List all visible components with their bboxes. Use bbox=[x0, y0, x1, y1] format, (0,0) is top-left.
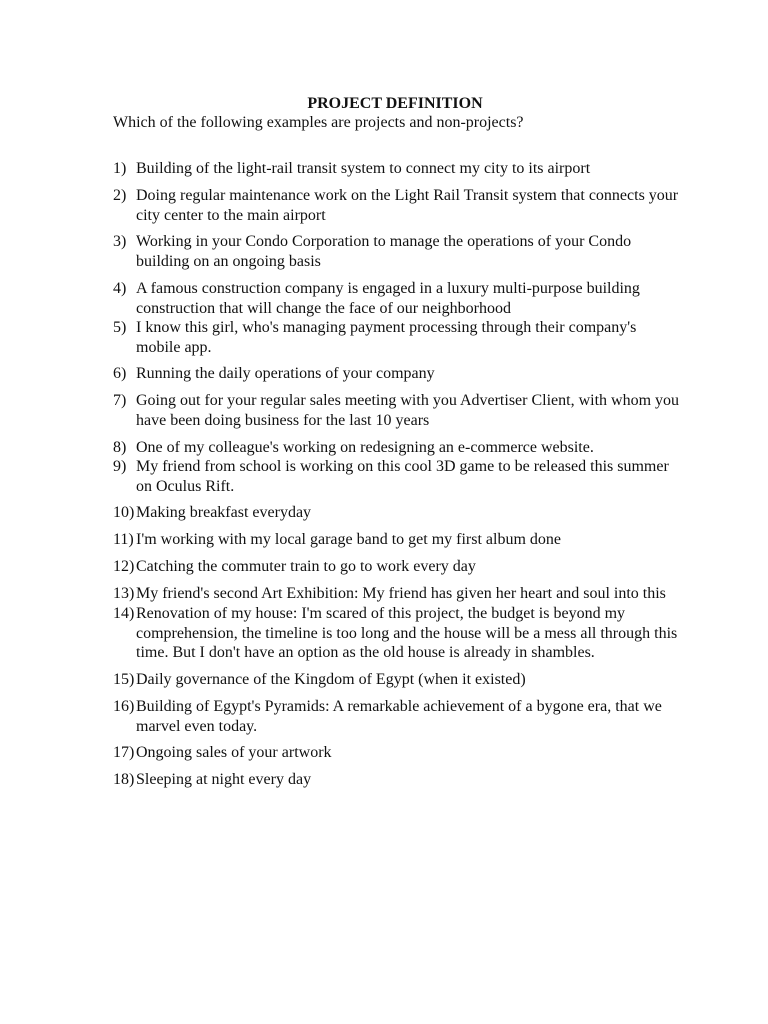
item-number: 6) bbox=[113, 365, 127, 382]
item-number: 10) bbox=[113, 504, 135, 521]
list-item bbox=[113, 604, 683, 663]
item-text: Ongoing sales of your artwork bbox=[136, 744, 332, 761]
list-item bbox=[113, 457, 683, 496]
item-number: 9) bbox=[113, 458, 127, 475]
item-text: Sleeping at night every day bbox=[136, 771, 312, 788]
list-item bbox=[113, 186, 683, 225]
item-number: 16) bbox=[113, 698, 135, 715]
item-text: Catching the commuter train to go to work every day bbox=[136, 558, 476, 575]
item-number: 1) bbox=[113, 160, 127, 177]
item-number: 4) bbox=[113, 280, 127, 297]
item-text: Building of Egypt's Pyramids: A remarkable achievement of a bygone era, that we marvel even today. bbox=[136, 698, 662, 735]
page-subtitle: Which of the following examples are projects and non-projects? bbox=[113, 114, 524, 131]
item-text: I'm working with my local garage band to get my first album done bbox=[136, 531, 562, 548]
item-text: Making breakfast everyday bbox=[136, 504, 312, 521]
item-text: Daily governance of the Kingdom of Egypt (when it existed) bbox=[136, 671, 526, 688]
item-number: 5) bbox=[113, 319, 127, 336]
item-text: One of my colleague's working on redesigning an e-commerce website. bbox=[136, 439, 594, 456]
item-text: Running the daily operations of your company bbox=[136, 365, 435, 382]
list-item bbox=[113, 232, 683, 271]
list-item bbox=[113, 318, 683, 357]
page-title: PROJECT DEFINITION bbox=[307, 95, 483, 112]
list-item bbox=[113, 557, 683, 577]
item-number: 14) bbox=[113, 605, 135, 622]
list-item bbox=[113, 584, 683, 604]
item-text: Building of the light-rail transit system to connect my city to its airport bbox=[136, 160, 591, 177]
item-text: Doing regular maintenance work on the Light Rail Transit system that connects your city center to the main airport bbox=[136, 187, 679, 224]
item-number: 17) bbox=[113, 744, 135, 761]
list-item bbox=[113, 364, 683, 384]
item-text: I know this girl, who's managing payment processing through their company's mobile app. bbox=[136, 319, 637, 356]
item-number: 12) bbox=[113, 558, 135, 575]
list-item bbox=[113, 670, 683, 690]
item-text: My friend from school is working on this cool 3D game to be released this summer on Oculus Rift. bbox=[136, 458, 669, 495]
list-item bbox=[113, 279, 683, 318]
list-item bbox=[113, 159, 683, 179]
item-text: Renovation of my house: I'm scared of this project, the budget is beyond my comprehension, the timeline is too long and the house will be a mess all through this time. But I don't have an option as the old house is already in shambles. bbox=[136, 605, 678, 661]
list-item bbox=[113, 438, 683, 458]
item-text: Working in your Condo Corporation to manage the operations of your Condo building on an ongoing basis bbox=[136, 233, 632, 270]
item-text: Going out for your regular sales meeting with you Advertiser Client, with whom you have been doing business for the last 10 years bbox=[136, 392, 680, 429]
item-number: 13) bbox=[113, 585, 135, 602]
item-number: 8) bbox=[113, 439, 127, 456]
list-item bbox=[113, 530, 683, 550]
item-text: A famous construction company is engaged in a luxury multi-purpose building construction that will change the face of our neighborhood bbox=[136, 280, 640, 317]
list-item bbox=[113, 391, 683, 430]
item-number: 2) bbox=[113, 187, 127, 204]
list-item bbox=[113, 770, 683, 790]
list-item bbox=[113, 743, 683, 763]
item-number: 18) bbox=[113, 771, 135, 788]
item-number: 15) bbox=[113, 671, 135, 688]
item-text: My friend's second Art Exhibition: My friend has given her heart and soul into this bbox=[136, 585, 666, 602]
item-number: 11) bbox=[113, 531, 134, 548]
list-item bbox=[113, 697, 683, 736]
item-number: 3) bbox=[113, 233, 127, 250]
item-number: 7) bbox=[113, 392, 127, 409]
list-item bbox=[113, 503, 683, 523]
